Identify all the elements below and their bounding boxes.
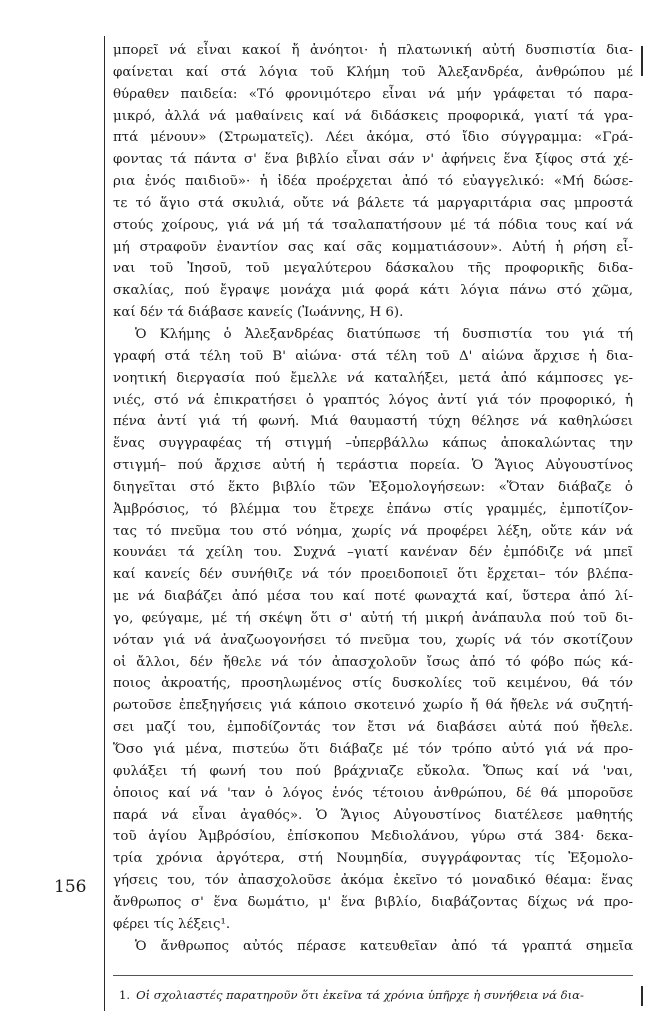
right-margin-mark-top [641, 46, 643, 76]
text-line: φέρει τίς λέξεις¹. [113, 916, 231, 932]
text-line: παρά νά εἶναι ἀγαθός». Ὁ Ἅγιος Αὐγουστίνος διατέλεσε μαθητής [113, 807, 633, 823]
text-line: φαίνεται καί στά λόγια τοῦ Κλήμη τοῦ Ἀλεξανδρέα, ἀνθρώπου μέ [113, 64, 633, 80]
text-line: πένα ἀντί γιά τή φωνή. Μιά θαυμαστή τύχη θέλησε νά καθηλώσει [113, 414, 633, 430]
text-line: στιγμή– πού ἄρχισε αὐτή ἡ τεράστια πορεία. Ὁ Ἅγιος Αὐγουστίνος [113, 458, 633, 474]
text-line: φυλάξει τή φωνή του πού βράχνιαζε εὔκολα. Ὅπως καί νά 'ναι, [113, 763, 633, 779]
text-line: Ὅσο γιά μένα, πιστεύω ὅτι διάβαζε μέ τόν τρόπο αὐτό γιά νά προ- [113, 742, 633, 757]
text-line: σκαλίας, πού ἔγραψε μονάχα μιά φορά κάτι λόγια πάνω στό χῶμα, [113, 283, 633, 299]
text-line: καί δέν τά διάβασε κανείς (Ἰωάννης, Η 6). [113, 305, 404, 321]
text-line: νοητική διεργασία πού ἔμελλε νά καταλήξει, μετά ἀπό κάμποσες γε- [113, 370, 633, 386]
body-text [113, 40, 633, 957]
text-line: τοῦ ἁγίου Ἀμβρόσίου, ἐπίσκοπου Μεδιολάνου, γύρω στά 384· δεκα- [113, 829, 633, 845]
text-line: νιές, στό νά ἐπικρατήσει ὁ γραπτός λόγος ἀντί γιά τόν προφορικό, ἡ [113, 392, 633, 408]
footnote [113, 988, 633, 1002]
text-line: κουνάει τά χείλη του. Συχνά –γιατί κανέναν δέν ἐμπόδιζε νά μπεῖ [113, 545, 633, 561]
text-line: μπορεῖ νά εἶναι κακοί ἤ ἀνόητοι· ἡ πλατωνική αὐτή δυσπιστία δια- [113, 43, 633, 58]
text-line: ρια ἑνός παιδιοῦ»· ἡ ἰδέα προέρχεται ἀπό τό εὐαγγελικό: «Μή δώσε- [113, 174, 633, 190]
text-line: ναι τοῦ Ἰησοῦ, τοῦ μεγαλύτερου δάσκαλου τῆς προφορικῆς διδα- [113, 261, 633, 277]
text-line: τε τό ἅγιο στά σκυλιά, οὔτε νά βάλετε τά μαργαριτάρια σας μπροστά [113, 195, 633, 211]
text-line: σει μαζί του, ἐμποδίζοντάς τον ἔτσι νά διαβάσει αὐτά πού ἤθελε. [113, 720, 633, 736]
left-margin-rule [104, 36, 105, 1011]
footnote-divider [113, 975, 633, 976]
text-line: ὁποιος καί νά 'ταν ὁ λόγος ἑνός τέτοιου ἀνθρώπου, δέ θά μποροῦσε [113, 785, 633, 801]
text-line: γήσεις του, τόν ἀπασχολοῦσε ἀκόμα ἐκεῖνο τό μοναδικό θέαμα: ἕνας [113, 873, 633, 889]
text-line: οἱ ἄλλοι, δέν ἤθελε νά τόν ἀπασχολοῦν ἴσως ἀπό τό φόβο πώς κά- [113, 654, 633, 670]
page-number: 156 [54, 877, 87, 897]
text-line: μή στραφοῦν ἐναντίον σας καί σᾶς κομματιάσουν». Αὐτή ἡ ρήση εἶ- [113, 239, 633, 255]
text-line: μικρό, ἀλλά νά μαθαίνεις καί νά διδάσκεις προφορικά, γιατί τά γρα- [113, 108, 633, 124]
right-margin-mark-bottom [641, 986, 643, 1006]
text-line: ρωτοῦσε ἐπεξηγήσεις γιά κάποιο σκοτεινό χωρίο ἤ θά ἤθελε νά συζητή- [113, 698, 633, 714]
text-line: Ὁ ἄνθρωπος αὐτός πέρασε κατευθεῖαν ἀπό τά γραπτά σημεῖα [135, 938, 633, 954]
text-line: γραφή στά τέλη τοῦ Β' αἰώνα· στά τέλη τοῦ Δ' αἰώνα ἄρχισε ἡ δια- [113, 348, 633, 364]
footnote-number: 1. [119, 988, 131, 1002]
text-line: νόταν γιά νά ἀναζωογονήσει τό πνεῦμα του, χωρίς νά τόν σκοτίζουν [113, 632, 633, 648]
text-line: ἕνας συγγραφέας τή στιγμή –ὑπερβάλλω κάπως ἀποκαλώντας την [113, 436, 633, 452]
text-line: καί κανείς δέν συνήθιζε νά τόν προειδοποιεῖ ὅτι ἔρχεται– τόν βλέπα- [113, 567, 633, 583]
footnote-text: Οἱ σχολιαστές παρατηροῦν ὅτι ἐκεῖνα τά χρόνια ὑπῆρχε ἡ συνήθεια νά δια- [136, 988, 584, 1002]
text-line: με νά διαβάζει ἀπό μέσα του καί ποτέ φωναχτά καί, ὕστερα ἀπό λί- [113, 589, 633, 605]
text-line: γο, φεύγαμε, μέ τή σκέψη ὅτι σ' αὐτή τή μικρή ἀνάπαυλα πού τοῦ δι- [113, 610, 633, 626]
text-line: ἄνθρωπος σ' ἕνα δωμάτιο, μ' ἕνα βιβλίο, διαβάζοντας δίχως νά προ- [113, 894, 633, 910]
text-line: διηγεῖται στό ἕκτο βιβλίο τῶν Ἐξομολογήσεων: «Ὅταν διάβαζε ὁ [113, 479, 633, 495]
text-line: στούς χοίρους, γιά νά μή τά τσαλαπατήσουν μέ τά πόδια τους καί νά [113, 217, 633, 233]
text-line: τρία χρόνια ἀργότερα, στή Νουμηδία, συγγράφοντας τίς Ἐξομολο- [113, 851, 633, 867]
text-line: πτά μένουν» (Στρωματεῖς). Λέει ἀκόμα, στό ἴδιο σύγγραμμα: «Γρά- [113, 130, 633, 146]
text-line: τας τό πνεῦμα του στό νόημα, χωρίς νά προφέρει λέξη, οὔτε κάν νά [113, 523, 633, 539]
text-line: φοντας τά πάντα σ' ἕνα βιβλίο εἶναι σάν ν' ἀφήνεις ἕνα ξίφος στά χέ- [113, 152, 633, 168]
text-line: Ἀμβρόσιος, τό βλέμμα του ἔτρεχε ἐπάνω στίς γραμμές, ἐμποτίζον- [113, 501, 633, 517]
text-line: θύραθεν παιδεία: «Τό φρονιμότερο εἶναι νά μήν γράφεται τό παρα- [113, 86, 633, 102]
text-line: ποιος ἀκροατής, προσηλωμένος στίς δυσκολίες τοῦ κειμένου, θά τόν [113, 676, 633, 692]
text-line: Ὁ Κλήμης ὁ Ἀλεξανδρέας διατύπωσε τή δυσπιστία του γιά τή [135, 326, 633, 342]
